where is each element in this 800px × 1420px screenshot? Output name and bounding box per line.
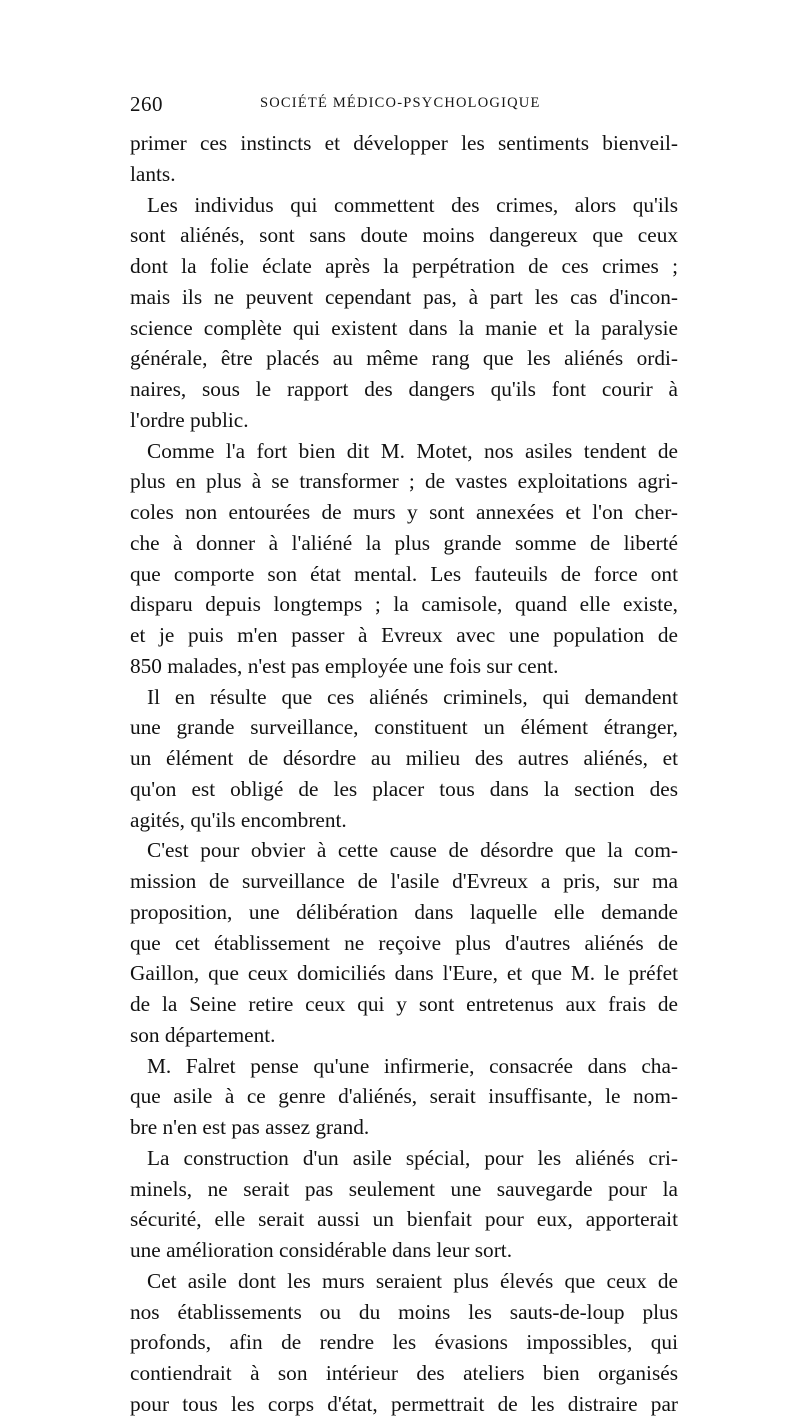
text-line: bre n'en est pas assez grand.	[130, 1115, 370, 1139]
text-line: plus en plus à se transformer ; de vastes exploitations agri-	[130, 469, 678, 494]
text-line: mais ils ne peuvent cependant pas, à part les cas d'incon-	[130, 284, 678, 309]
text-line: sécurité, elle serait aussi un bienfait pour eux, apporterait	[130, 1207, 678, 1232]
text-line: naires, sous le rapport des dangers qu'ils font courir à	[130, 377, 678, 401]
page-number: 260	[130, 92, 163, 116]
text-line: contiendrait à son intérieur des ateliers bien organisés	[130, 1361, 678, 1385]
text-line: agités, qu'ils encombrent.	[130, 807, 347, 832]
text-line: coles non entourées de murs y sont annexées et l'on cher-	[130, 500, 678, 524]
text-line: Gaillon, que ceux domiciliés dans l'Eure, et que M. le préfet	[130, 961, 678, 986]
text-line: que cet établissement ne reçoive plus d'autres aliénés de	[130, 930, 678, 955]
text-line: dont la folie éclate après la perpétration de ces crimes ;	[130, 254, 678, 278]
text-line: profonds, afin de rendre les évasions impossibles, qui	[130, 1330, 678, 1355]
text-line: un élément de désordre au milieu des autres aliénés, et	[130, 746, 678, 770]
text-line: pour tous les corps d'état, permettrait de les distraire par	[130, 1391, 678, 1416]
text-line: che à donner à l'aliéné la plus grande somme de liberté	[130, 530, 678, 555]
text-line: La construction d'un asile spécial, pour les aliénés cri-	[147, 1145, 678, 1170]
text-line: primer ces instincts et développer les sentiments bienveil-	[130, 131, 678, 155]
body-text	[130, 128, 678, 1420]
text-line: qu'on est obligé de les placer tous dans la section des	[130, 776, 678, 801]
text-line: sont aliénés, sont sans doute moins dangereux que ceux	[130, 223, 678, 248]
text-line: l'ordre public.	[130, 407, 249, 432]
text-line: son département.	[130, 1022, 276, 1047]
text-line: proposition, une délibération dans laquelle elle demande	[130, 899, 678, 924]
text-line: 850 malades, n'est pas employée une fois sur cent.	[130, 653, 559, 678]
text-line: science complète qui existent dans la manie et la paralysie	[130, 315, 678, 340]
running-title: SOCIÉTÉ MÉDICO-PSYCHOLOGIQUE	[260, 95, 541, 111]
text-line: Les individus qui commettent des crimes, alors qu'ils	[147, 192, 678, 217]
text-line: générale, être placés au même rang que les aliénés ordi-	[130, 346, 678, 371]
text-line: C'est pour obvier à cette cause de désordre que la com-	[147, 838, 678, 863]
text-line: Comme l'a fort bien dit M. Motet, nos asiles tendent de	[147, 438, 678, 463]
text-line: que asile à ce genre d'aliénés, serait insuffisante, le nom-	[130, 1084, 678, 1109]
text-line: mission de surveillance de l'asile d'Evreux a pris, sur ma	[130, 869, 678, 893]
text-line: M. Falret pense qu'une infirmerie, consacrée dans cha-	[147, 1053, 678, 1078]
text-line: que comporte son état mental. Les fauteuils de force ont	[130, 561, 678, 586]
text-line: Cet asile dont les murs seraient plus élevés que ceux de	[147, 1268, 678, 1293]
text-line: disparu depuis longtemps ; la camisole, quand elle existe,	[130, 592, 678, 617]
text-line: de la Seine retire ceux qui y sont entretenus aux frais de	[130, 992, 678, 1016]
text-line: Il en résulte que ces aliénés criminels, qui demandent	[147, 684, 678, 709]
text-line: lants.	[130, 161, 176, 186]
text-line: une grande surveillance, constituent un élément étranger,	[130, 715, 678, 740]
text-line: nos établissements ou du moins les sauts-de-loup plus	[130, 1299, 678, 1324]
text-line: et je puis m'en passer à Evreux avec une population de	[130, 623, 678, 647]
running-head	[130, 92, 678, 122]
text-line: minels, ne serait pas seulement une sauvegarde pour la	[130, 1176, 678, 1201]
text-line: une amélioration considérable dans leur sort.	[130, 1238, 513, 1262]
